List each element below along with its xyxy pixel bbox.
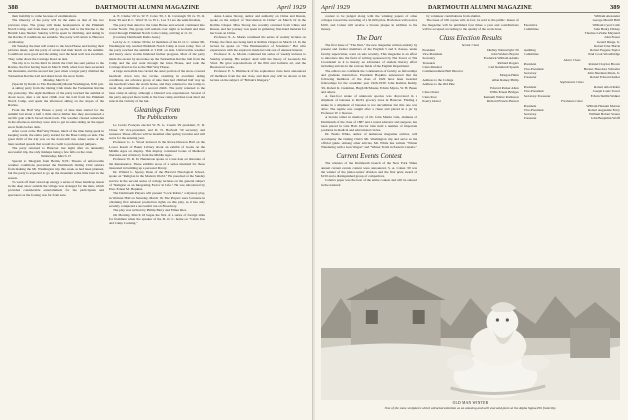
- paragraph: The trip is to be the third in which the Club has sent parties to the Ravine, the first having been in March 1926, when four men ascended the mountain, and the second last year when a larger party climbed the Tuckerman Ravine trail and skied down the snow fields.: [8, 60, 104, 78]
- paragraph: A skiing party from the Outing Club made the Tuckerman Ravine trip yesterday. The eight members of the party reached the summit at about noon, after a six hour climb over the trail from the Pinkham Notch Camp, and spent the afternoon skiing on the slopes of the Ravine.: [8, 86, 104, 108]
- right-page-columns: [321, 14, 620, 264]
- officer-name: Allan Rainey Philip: [491, 77, 519, 82]
- officer-title: Vice-President: [523, 107, 544, 112]
- page-number-left: 388: [8, 4, 19, 11]
- officer-name: William Hassam Morton: [586, 103, 620, 108]
- paragraph: Dr. Eustis White, author of numerous magazine articles, will accompany the Outing Club's Mt. Washington trip and serve as the official guide. Among other articles, Mr. White has written "Winter Wandering with a Gun Wagon" and "Winter Trails in Eastern Canada.": [321, 132, 418, 149]
- officer-name: Robert Allod Rolfe: [594, 85, 620, 89]
- paragraph: On Monday, March 18 began the first of a series of foreign talks for freshmen when the speaker of the D. O. C. home on "Cabin Use and Camp Cooking.": [109, 212, 205, 225]
- officer-title: Vice-President: [523, 89, 544, 94]
- right-page: [315, 0, 628, 420]
- officer-title: Vice-President: [523, 66, 544, 71]
- left-column-2: [109, 14, 205, 417]
- senior-officers-list: [422, 43, 518, 103]
- officer-name: Robert Ivler Harris: [594, 43, 620, 48]
- officer-title: Executive: [523, 22, 538, 27]
- officer-title: Secretary-Treasurer: [523, 93, 551, 98]
- photo-caption: One of the snow sculptures which attracted attention as an amusing and well executed piece at the Alpha Sigma Phi fraternity.: [384, 406, 557, 410]
- paragraph: Professor W. R. D. Henderson spoke at a late date on literature of the Renaissance. These exhibits arose of a series intended for those interested in building up a personal library.: [109, 157, 205, 170]
- page-number-right: 389: [609, 4, 620, 11]
- officer-title: Class Poet: [422, 94, 437, 99]
- paragraph: The Dartmouth Players will present "Cock Robin," a mystery play, in Webster Hall on Saturday, March 16. The Players were fortunate in obtaining first amateur production rights on this play, as it has only recently completed a successful run on Broadway.: [109, 191, 205, 208]
- photo-caption-title: OLD MAN WINTER: [452, 401, 489, 405]
- officer-row: [524, 116, 620, 120]
- paragraph: On Tuesday the men will return to the Glen House and having their pictures taken, and the party of seven had their lunch on the summit. Conditions were good and the skiing over the head wall was excellent. They came down the Carriage Road on skis.: [8, 43, 104, 61]
- officer-name: Willis Ernest Bridges: [489, 90, 519, 95]
- officer-row: [524, 94, 620, 98]
- paragraph: their inability to come because of examinations.: [12, 14, 78, 18]
- class-group-heading: Senior Class: [461, 43, 480, 47]
- paragraph: The party then skied to the Glen House and several continued into Carter Notch. The group will remain over night at Gorham and then travel through Pinkham Notch to the Camp, arriving at 11.15.: [109, 22, 205, 35]
- officer-title: Commencement Bell Director: [422, 69, 464, 73]
- officer-title: Auditing: [523, 48, 536, 52]
- officer-name: Richard Rogers: [497, 60, 519, 65]
- officer-title: Secretary: [523, 112, 537, 116]
- officer-title: Committee: [523, 26, 539, 31]
- officer-title: President: [523, 85, 537, 89]
- section-title: Current Events Contest: [336, 152, 402, 161]
- issue-date-right: April 1929: [321, 4, 350, 11]
- paragraph: Professor X. A. Marks continued his series of weekly lectures on Friday, the final one being held at Rollins Chapel on March 13. In the lecture he spoke on "The Hermeneutics of Scientists." Her wife experiences with the explorers made her talk one of unusual interest.: [210, 35, 306, 52]
- paragraph: The itinerary of the party will be the same as that of the two previous trips. The group will make headquarters at the Pinkham Notch Camp, and from there will go up the trail to the Ravine to the Hermit Lake Shelter. Sunday will be spent in climbing, and skiing in the Ravine if conditions are suitable. The party will return to Hanover on Monday.: [8, 18, 104, 44]
- issue-date-left: April 1929: [277, 4, 306, 11]
- officer-title: Committee: [523, 52, 539, 57]
- paragraph: The play was written by Phillip Barry and Elmer Rice.: [113, 208, 188, 213]
- left-page-columns: [8, 14, 306, 417]
- officer-name: William Cyrel Cobb: [592, 22, 620, 27]
- officer-name: William Hobart Stoner: [589, 112, 620, 116]
- snow-sculpture-image: [321, 268, 620, 400]
- officer-name: Edwin Skillin Walker: [590, 93, 620, 98]
- paragraph: A large snowslide has carried the outer portion of the snow-covered headwall down into the ravine, resulting in excellent skiing conditions. An advance group of nine men had climbed half way up the headwall when the storm broke, and they returned to the Camp to await the possibilities of a second climb. The party returned to the base camp in safety, although a blizzard was experienced. Several of the party enjoyed more baths at the base camp and then took short ski runs in the vicinity of the hut.: [109, 69, 205, 103]
- officer-name: Dudley Wainwright '29: [487, 47, 519, 52]
- officer-row: [422, 99, 518, 103]
- officer-name: Roland Clayton Brown: [588, 62, 620, 67]
- paragraph: Special to Telegram from Berlin, N.H.: Threats of unfavorable weather conditions prevented the Dartmouth Outing Club seniors from making the Mt. Washington trip this week as had been planned, but the party is expected to go up the mountain some time later in the season.: [8, 158, 104, 180]
- paragraph: The winners of the Dartmouth branch of the New York Times annual current events contest were announced. S. A. Cohen '29 was the winner of the junior-senior division and the first prize award of $150 and a distinguished group of competitors.: [321, 161, 418, 178]
- officer-name: Edward Parker Allen: [490, 86, 519, 90]
- paragraph: The first issue of "The Dart," the new magazine written entirely by present and former members of the English 5 and 6 classes, under faculty supervision, went on sale recently. This magazine is an effort to introduce into the field of writing sponsored by The Tower or The Crossbeam as it is merely an adventure of student literary effort including articles in the various fields of the English Department.: [321, 43, 418, 69]
- officer-title: Treasurer: [523, 116, 537, 121]
- officer-row: [524, 52, 620, 56]
- dateline: Wednesday, March 13: [41, 154, 71, 159]
- paragraph: To wash off their stored-up energy a series of three handicap meets in the deep snow outside the village was arranged for the men, which provided considerable entertainment for the participants and spectators as the footing was far from sure.: [8, 179, 104, 197]
- paragraph: A bronze tablet in memory of Dr. John Martin Gile, alumnus of Dartmouth of the class of 1887 and a noted educator and surgeon, has been placed in Gile Hall. Doctor Gile held a number of important positions in medical and educational circles.: [321, 115, 418, 132]
- officer-name: Richard Francis Barrett: [486, 98, 519, 103]
- paragraph: Cohen's paper was the best of the entire contest and will be entered in the national: [321, 178, 418, 187]
- publication-name-right: DARTMOUTH ALUMNI MAGAZINE: [427, 5, 532, 11]
- officer-title: President: [422, 47, 435, 52]
- publication-name-left: DARTMOUTH ALUMNI MAGAZINE: [95, 5, 200, 11]
- left-column-3: [210, 14, 306, 417]
- officer-title: Treasurer: [523, 75, 537, 79]
- officer-name: John Walters Bryant: [491, 52, 519, 56]
- officer-title: Class Marshal: [422, 64, 442, 69]
- officer-title: Address to the College: [422, 77, 454, 82]
- left-page: [0, 0, 313, 420]
- officer-name: George Merrill Brill: [592, 18, 620, 23]
- officer-title: Class Orator: [422, 90, 440, 95]
- paragraph: Dr. Willard L. Sperry, Dean of the Harvard Theological School, spoke on "Religion in the Modern World." He preached at the Sunday service in the second series of college lectures on the general subject of "Religion as an Integrating Factor in Life." He was introduced by Pres. Ernest M. Hopkins.: [109, 170, 205, 191]
- paragraph: (Special by Radio to The Dartmouth) Mount Washington, 8:30 p.m.: [12, 82, 104, 86]
- officer-name: Paul Cook Woodbridge: [588, 52, 620, 57]
- paragraph: Led by A. C. Clarke '29 the 12 members of the D. O. C. winter Mt. Washington trip reached Pinkham Notch Camp at noon today. Two of the party reached the summit at 3 P.M. on skis. Unfavorable weather and heavy snow storms hindered further progress. Most of the party made the ascent by snowshoe up the Tuckerman Ravine trail from the Camp and the rest went through the Glen House, and rode the Carriage Road as far as the Half Way House.: [109, 39, 205, 69]
- snow-sculpture-photo: [321, 268, 620, 400]
- right-column-3: [524, 14, 620, 264]
- paragraph: Professor X. A. Morris continued his series of weekly lectures to Sunday evening. His subject dealt with the theory of Leonardo Da Vinci. He gave reproductions of the Pitti and Galleria art, and the Buonarroti works.: [210, 52, 306, 69]
- officer-title: President: [523, 62, 537, 67]
- officer-name: Robert Edward Keller: [590, 75, 620, 79]
- officer-row: [524, 75, 620, 79]
- class-group-heading: Freshman Class: [560, 98, 583, 103]
- officer-name: Frederick William Adams: [483, 56, 519, 61]
- officer-name: Thomas LaSalle Maynard: [584, 31, 620, 35]
- left-column-1: [8, 14, 104, 417]
- paragraph: A four-foot snake of unknown species was discovered in a shipment of bananas to Rich's grocery store in Hanover. Finding a snake in a shipment of bananas is not uncommon but this one was alive. The reptile was caught after a chase and placed in a jar by Professor W. J. Reeves.: [321, 94, 418, 115]
- officer-name: Joseph Louis Tower: [592, 89, 620, 94]
- paragraph: After a rest at the Half Way House, much of the time being spent in keeping warm, the entire party started for the Base Camp on skis. The great thrill of the trip was on the down-hill run, where some of the men reached speeds that would do credit to professional jumpers.: [8, 128, 104, 146]
- officer-name: Kenneth Walter Robinson: [483, 94, 519, 99]
- paragraph: The editors are confident the continuation of faculty as fellowships and graduate instruction. President Hopkins announced that the following members of the class of 1929 have been awarded fellowships for the academic year 1929-1930: John Raddon Reddy, '29, Robert K. Cushman, Hugh McMaster, Edwin Myers, W. H. Bauer and others.: [321, 68, 418, 94]
- right-column-2-text: [422, 14, 518, 42]
- class-group-heading: Sophomore Class: [559, 80, 584, 85]
- paragraph: From the Half Way House a party of nine men started for the summit but about a half a mile above timber line they encountered a terrific gale which forced them back. The weather cleared somewhat in the afternoon and they were able to get in some skiing on the upper snow fields before dark.: [8, 107, 104, 129]
- officer-name: Robert Augustine Ferry: [587, 107, 620, 112]
- dateline: Monday, March 11: [43, 77, 69, 82]
- right-column-2: [422, 14, 518, 264]
- officer-name: Bernas Theodore Schrader: [583, 66, 620, 71]
- officer-title: Vice-President: [422, 52, 443, 56]
- section-title: Class Election Results: [439, 34, 502, 42]
- section-title: The Dart: [356, 34, 382, 42]
- officer-name: Gerard Ringe, Jr.: [596, 39, 620, 44]
- left-page-header: [8, 4, 306, 13]
- paragraph: Professor E. S. Dimmock of the sophomore class have announced 20 members from the last class, and their stay will be shown at his lecture on the subject of "Britain's Imagery.": [210, 69, 306, 82]
- officer-title: Treasurer: [422, 60, 436, 65]
- class-group-heading: Junior Class: [563, 57, 581, 62]
- officer-name: William Alexander: [594, 14, 620, 18]
- officer-title: President: [523, 103, 537, 108]
- officer-title: Poetry Orator: [422, 98, 441, 103]
- paragraph: Le Cercle Français elected W. B. G. Cassin '29 president, E. D. Chase '29 vice-president, and D. N. Bodwell '30 secretary and treasurer. These officers will be installed after spring vacation and will serve for the ensuing year.: [109, 123, 205, 140]
- officer-name: John Henry Dickey: [593, 26, 620, 31]
- right-page-header: [321, 4, 620, 13]
- officer-name: Morgan Hahn: [499, 73, 519, 78]
- officer-name: Robert Eugene Taylor: [590, 48, 620, 52]
- paragraph: The party returned to Hanover last night after an unusually successful trip, the only mishaps being a few falls on the crust.: [8, 145, 104, 154]
- officer-name: John Fraser: [604, 35, 620, 40]
- paragraph: by volunteer contributions from alumni.: [426, 14, 481, 18]
- officer-name: John Benjamin Wolff: [591, 116, 620, 121]
- section-subtitle: The Publications: [136, 115, 178, 122]
- paragraph: The issue of 100 copies will, in fact, be sold to the public. Issues of the magazine will be published four times a year and contributions will be accepted according to the quality of the work done.: [422, 18, 519, 31]
- officer-title: Address to the Old Pine: [422, 81, 455, 86]
- right-column-1: [321, 14, 417, 264]
- section-title: Gleanings From: [134, 106, 180, 115]
- paragraph: Anna Louise Strong, author and authority on China and Russia, spoke on the subject of "Revolution in China" on March 19 in the Rollins Chapel. Miss Strong has recently returned from China and Russia, and her journey was spent in gathering first-hand material for her book on China.: [210, 14, 306, 35]
- paragraph: contest to be judged along with the winning papers of other colleges toward the awarding of a $1,000 prize. Both men will receive $100, and Cohen will receive a bronze plaque in addition to the money.: [321, 14, 418, 31]
- paragraph: A. E. Clarke '29 vs. W. F. Coles '30, J. R. Cavanagh '29 vs. W. O. Kane '29 and R. C. Ward '31 vs. H. L. Lee '31 are the semi-finalists.: [109, 14, 205, 23]
- officer-name: Carl Reinhardt Spaeth: [488, 64, 519, 69]
- paragraph: Professor G. C. Wood lectured in the Rowe-Dawson Hall on the Lower Room of Baker Library about an exhibit of books on the Middle Ages on display. This display contained books of Medieval literature and of history from the Middle Ages.: [109, 140, 205, 157]
- officer-title: Secretary: [523, 70, 537, 75]
- officer-title: Secretary: [422, 56, 436, 61]
- officer-name: John Sherman Mack, Jr.: [587, 70, 620, 75]
- paragraph: (Courtesy Dartmouth Radio Assn.): [113, 35, 161, 40]
